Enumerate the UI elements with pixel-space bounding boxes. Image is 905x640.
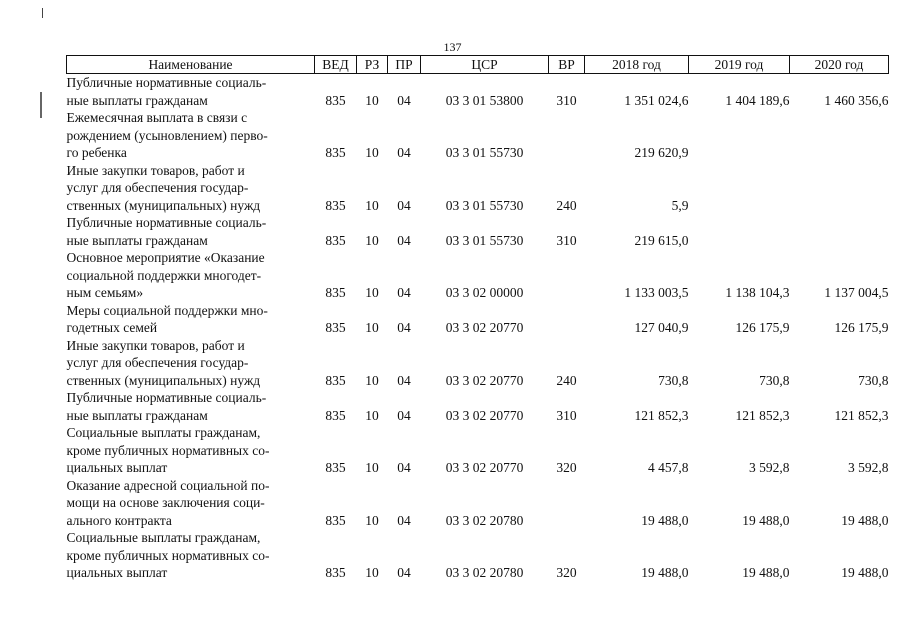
ved-cell: 835 — [325, 285, 346, 300]
name-cell — [67, 389, 315, 424]
binding-mark-side — [40, 92, 42, 118]
value-2018-cell: 730,8 — [658, 372, 689, 388]
value-2019-cell — [689, 214, 790, 249]
value-2019-cell: 1 138 104,3 — [725, 285, 790, 300]
value-2020-cell — [790, 109, 889, 162]
header-rz: РЗ — [357, 56, 388, 74]
name-line: Публичные нормативные социаль- — [66, 215, 267, 230]
value-2018-cell: 121 852,3 — [634, 407, 689, 423]
name-line: Публичные нормативные социаль- — [66, 75, 267, 90]
value-2018-cell: 19 488,0 — [641, 512, 689, 528]
ved-cell: 835 — [325, 197, 346, 213]
name-line: Публичные нормативные социаль- — [66, 390, 267, 405]
value-2018-cell: 4 457,8 — [648, 460, 689, 475]
name-cell — [67, 477, 315, 530]
name-line: Оказание адресной социальной по- — [66, 477, 270, 493]
vr-cell — [549, 302, 585, 337]
value-2019-cell: 1 404 189,6 — [725, 92, 790, 108]
pr-cell: 04 — [397, 320, 411, 335]
name-line: годетных семей — [66, 320, 158, 335]
value-2018-cell: 219 615,0 — [634, 232, 689, 248]
ved-cell: 835 — [325, 407, 346, 423]
rz-cell: 10 — [365, 320, 379, 335]
csr-cell: 03 3 02 20770 — [445, 372, 524, 388]
value-2019-cell: 121 852,3 — [735, 407, 790, 423]
header-pr: ПР — [388, 56, 421, 74]
value-2020-cell: 19 488,0 — [841, 565, 889, 580]
value-2019-cell: 730,8 — [759, 372, 790, 388]
rz-cell: 10 — [365, 197, 379, 213]
csr-cell: 03 3 01 55730 — [445, 197, 524, 213]
vr-cell: 320 — [556, 460, 577, 475]
csr-cell: 03 3 02 20770 — [445, 320, 524, 335]
name-line: ственных (муниципальных) нужд — [66, 372, 261, 388]
name-cell — [67, 424, 315, 477]
table-row — [67, 74, 889, 110]
vr-cell: 310 — [556, 92, 577, 108]
ved-cell: 835 — [325, 565, 346, 580]
ved-cell: 835 — [325, 460, 346, 475]
csr-cell: 03 3 02 20770 — [445, 460, 524, 475]
pr-cell: 04 — [397, 92, 411, 108]
header-2018: 2018 год — [585, 56, 689, 74]
value-2020-cell: 1 460 356,6 — [824, 92, 889, 108]
header-name: Наименование — [67, 56, 315, 74]
name-line: ные выплаты гражданам — [66, 232, 208, 248]
name-line: кроме публичных нормативных со- — [66, 442, 270, 458]
pr-cell: 04 — [397, 285, 411, 300]
name-cell — [67, 109, 315, 162]
header-2019: 2019 год — [689, 56, 790, 74]
table-row — [67, 249, 889, 302]
value-2019-cell: 19 488,0 — [742, 512, 790, 528]
name-line: ные выплаты гражданам — [66, 407, 208, 423]
ved-cell: 835 — [325, 512, 346, 528]
rz-cell: 10 — [365, 145, 379, 160]
rz-cell: 10 — [365, 460, 379, 475]
name-line: социальной поддержки многодет- — [66, 267, 262, 283]
name-line: ные выплаты гражданам — [66, 92, 208, 108]
name-line: Меры социальной поддержки мно- — [66, 302, 268, 318]
table-header — [67, 56, 889, 74]
table-row — [67, 302, 889, 337]
name-cell — [67, 529, 315, 582]
name-cell — [67, 214, 315, 249]
vr-cell: 310 — [556, 407, 577, 423]
header-vr: ВР — [549, 56, 585, 74]
name-cell — [67, 162, 315, 215]
name-line: Иные закупки товаров, работ и — [66, 162, 245, 178]
table-row — [67, 162, 889, 215]
value-2018-cell: 1 133 003,5 — [624, 285, 689, 300]
pr-cell: 04 — [397, 372, 411, 388]
name-line: циальных выплат — [66, 565, 168, 580]
table-row — [67, 337, 889, 390]
value-2020-cell: 1 137 004,5 — [824, 285, 889, 300]
value-2018-cell: 219 620,9 — [634, 145, 689, 160]
value-2020-cell: 126 175,9 — [834, 320, 889, 335]
table-row — [67, 529, 889, 582]
name-line: Социальные выплаты гражданам, — [66, 425, 261, 440]
pr-cell: 04 — [397, 145, 411, 160]
table-row — [67, 214, 889, 249]
rz-cell: 10 — [365, 407, 379, 423]
table-body — [67, 74, 889, 582]
name-line: го ребенка — [66, 145, 127, 160]
csr-cell: 03 3 01 55730 — [445, 232, 524, 248]
vr-cell: 240 — [556, 372, 577, 388]
csr-cell: 03 3 02 20780 — [445, 512, 524, 528]
csr-cell: 03 3 02 20780 — [445, 565, 524, 580]
rz-cell: 10 — [365, 372, 379, 388]
pr-cell: 04 — [397, 197, 411, 213]
table-row — [67, 389, 889, 424]
vr-cell — [549, 249, 585, 302]
vr-cell — [549, 477, 585, 530]
rz-cell: 10 — [365, 232, 379, 248]
table-row — [67, 477, 889, 530]
name-line: циальных выплат — [66, 460, 168, 475]
value-2018-cell: 5,9 — [671, 197, 689, 213]
ved-cell: 835 — [325, 372, 346, 388]
csr-cell: 03 3 01 53800 — [445, 92, 524, 108]
value-2018-cell: 127 040,9 — [634, 320, 689, 335]
name-cell — [67, 337, 315, 390]
value-2020-cell: 730,8 — [858, 372, 889, 388]
binding-mark-top — [42, 8, 43, 18]
ved-cell: 835 — [325, 232, 346, 248]
name-line: Ежемесячная выплата в связи с — [66, 110, 248, 125]
budget-table — [66, 55, 889, 582]
header-2020: 2020 год — [790, 56, 889, 74]
pr-cell: 04 — [397, 232, 411, 248]
value-2020-cell: 3 592,8 — [848, 460, 889, 475]
table-row — [67, 109, 889, 162]
name-line: услуг для обеспечения государ- — [66, 180, 249, 195]
ved-cell: 835 — [325, 92, 346, 108]
name-line: рождением (усыновлением) перво- — [66, 127, 268, 143]
pr-cell: 04 — [397, 565, 411, 580]
name-cell — [67, 249, 315, 302]
name-line: мощи на основе заключения соци- — [66, 495, 265, 510]
name-cell — [67, 302, 315, 337]
vr-cell: 240 — [556, 197, 577, 213]
rz-cell: 10 — [365, 565, 379, 580]
name-line: ственных (муниципальных) нужд — [66, 197, 261, 213]
name-line: Основное мероприятие «Оказание — [66, 250, 265, 265]
rz-cell: 10 — [365, 92, 379, 108]
vr-cell — [549, 109, 585, 162]
header-ved: ВЕД — [315, 56, 357, 74]
name-cell — [67, 74, 315, 110]
value-2019-cell — [689, 162, 790, 215]
value-2019-cell: 126 175,9 — [735, 320, 790, 335]
table-row — [67, 424, 889, 477]
vr-cell: 310 — [556, 232, 577, 248]
name-line: ального контракта — [66, 512, 172, 528]
value-2019-cell: 19 488,0 — [742, 565, 790, 580]
value-2020-cell — [790, 214, 889, 249]
value-2020-cell — [790, 162, 889, 215]
value-2019-cell — [689, 109, 790, 162]
pr-cell: 04 — [397, 407, 411, 423]
rz-cell: 10 — [365, 512, 379, 528]
header-csr: ЦСР — [421, 56, 549, 74]
vr-cell: 320 — [556, 565, 577, 580]
name-line: Иные закупки товаров, работ и — [66, 337, 245, 353]
name-line: Социальные выплаты гражданам, — [66, 530, 261, 545]
name-line: кроме публичных нормативных со- — [66, 547, 270, 563]
name-line: ным семьям» — [66, 285, 144, 300]
pr-cell: 04 — [397, 460, 411, 475]
csr-cell: 03 3 01 55730 — [445, 145, 524, 160]
pr-cell: 04 — [397, 512, 411, 528]
ved-cell: 835 — [325, 320, 346, 335]
rz-cell: 10 — [365, 285, 379, 300]
csr-cell: 03 3 02 00000 — [445, 285, 524, 300]
csr-cell: 03 3 02 20770 — [445, 407, 524, 423]
value-2018-cell: 19 488,0 — [641, 565, 689, 580]
name-line: услуг для обеспечения государ- — [66, 355, 249, 370]
value-2020-cell: 19 488,0 — [841, 512, 889, 528]
value-2019-cell: 3 592,8 — [749, 460, 790, 475]
page-number: 137 — [443, 40, 462, 54]
value-2020-cell: 121 852,3 — [834, 407, 889, 423]
value-2018-cell: 1 351 024,6 — [624, 92, 689, 108]
ved-cell: 835 — [325, 145, 346, 160]
